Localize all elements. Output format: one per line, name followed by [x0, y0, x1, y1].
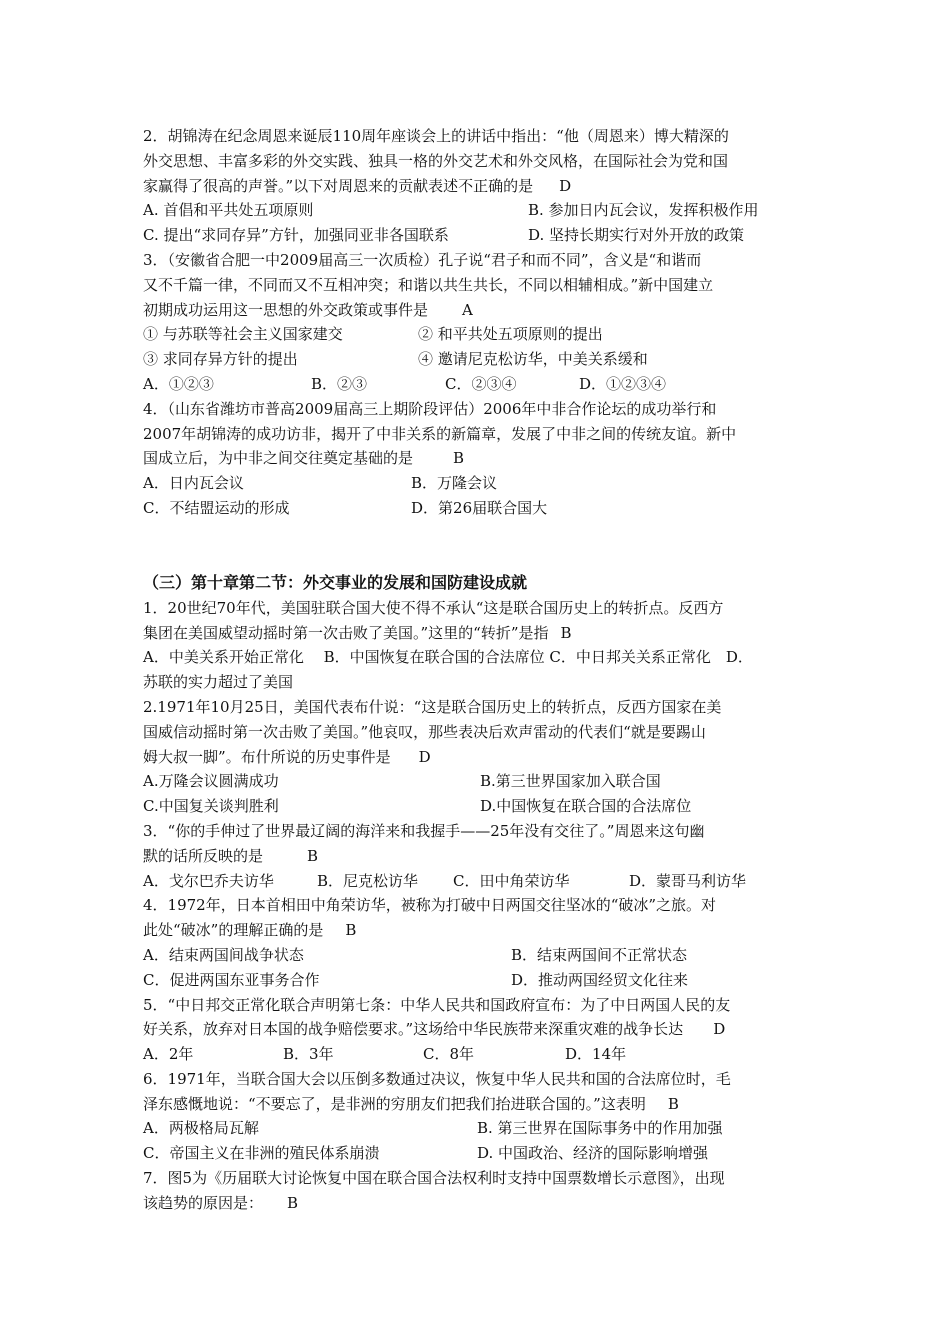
q3-option-b: B．②③: [311, 374, 368, 393]
s2-answer: D: [418, 747, 431, 766]
s4-line-1: 4．1972年，日本首相田中角荣访华，被称为打破中日两国交往坚冰的“破冰”之旅。对: [143, 896, 717, 915]
s1-options-tail: 苏联的实力超过了美国: [143, 673, 294, 692]
q2-option-d: D. 坚持长期实行对外开放的政策: [528, 226, 745, 245]
s5-option-b: B．3年: [283, 1045, 334, 1064]
s3-answer: B: [307, 846, 319, 865]
q3-line-1: 3．（安徽省合肥一中2009届高三一次质检）孔子说“君子和而不同”，含义是“和谐而: [143, 250, 702, 269]
q4-line-2: 2007年胡锦涛的成功访非，揭开了中非关系的新篇章，发展了中非之间的传统友谊。新中: [143, 424, 737, 443]
s4-option-d: D．推动两国经贸文化往来: [511, 970, 689, 989]
s4-option-c: C．促进两国东亚事务合作: [143, 970, 320, 989]
s6-line-1: 6．1971年，当联合国大会以压倒多数通过决议，恢复中华人民共和国的合法席位时，毛: [143, 1069, 731, 1088]
q2-line-3: [143, 174, 813, 199]
q2-option-c: C. 提出“求同存异”方针，加强同亚非各国联系: [143, 226, 449, 245]
q3-line-2: 又不千篇一律，不同而又不互相冲突；和谐以共生共长，不同以相辅相成。”新中国建立: [143, 275, 714, 294]
s3-line-2: [143, 844, 813, 869]
q3-options-row: [143, 372, 813, 397]
q3-item-4: ④ 邀请尼克松访华，中美关系缓和: [418, 350, 648, 369]
q3-stem-end: 初期成功运用这一思想的外交政策或事件是: [143, 300, 429, 319]
s5-options-row: [143, 1042, 813, 1067]
s4-options-row-2: [143, 968, 813, 993]
s3-stem-end: 默的话所反映的是: [143, 846, 264, 865]
q2-line-2: 外交思想、丰富多彩的外交实践、独具一格的外交艺术和外交风格，在国际社会为党和国: [143, 151, 729, 170]
q2-answer: D: [559, 176, 572, 195]
s6-stem-end: 泽东感慨地说：“不要忘了，是非洲的穷朋友们把我们抬进联合国的。”这表明: [143, 1094, 646, 1113]
s2-option-a: A.万隆会议圆满成功: [143, 772, 279, 791]
q4-options-row-1: [143, 471, 813, 496]
s7-stem-end: 该趋势的原因是：: [143, 1193, 264, 1212]
s4-options-row-1: [143, 943, 813, 968]
s2-stem-end: 姆大叔一脚”。布什所说的历史事件是: [143, 747, 391, 766]
s2-line-3: [143, 745, 813, 770]
q4-option-c: C．不结盟运动的形成: [143, 498, 290, 517]
section-spacer: [143, 521, 813, 570]
s2-option-d: D.中国恢复在联合国的合法席位: [480, 797, 692, 816]
s5-answer: D: [713, 1020, 726, 1039]
s3-option-a: A．戈尔巴乔夫访华: [143, 871, 274, 890]
s2-line-2: 国威信动摇时第一次击败了美国。”他哀叹，那些表决后欢声雷动的代表们“就是要踢山: [143, 722, 706, 741]
q2-options-row-2: [143, 223, 813, 248]
s5-line-1: 5．“中日邦交正常化联合声明第七条：中华人民共和国政府宣布：为了中日两国人民的友: [143, 995, 731, 1014]
s3-option-c: C．田中角荣访华: [453, 871, 570, 890]
q3-option-d: D．①②③④: [579, 374, 667, 393]
q3-items-row-2: [143, 347, 813, 372]
s4-stem-end: 此处“破冰”的理解正确的是: [143, 921, 324, 940]
s1-options-line: A．中美关系开始正常化 B．中国恢复在联合国的合法席位 C．中日邦关关系正常化 D．: [143, 648, 753, 667]
s6-options-row-2: [143, 1141, 813, 1166]
s4-option-b: B．结束两国间不正常状态: [511, 945, 688, 964]
s2-options-row-1: [143, 769, 813, 794]
q4-stem-end: 国成立后，为中非之间交往奠定基础的是: [143, 449, 414, 468]
s4-answer: B: [345, 921, 357, 940]
s6-line-2: [143, 1092, 813, 1117]
q3-answer: A: [462, 300, 473, 319]
s5-option-d: D．14年: [565, 1045, 627, 1064]
s1-stem-end: 集团在美国威望动摇时第一次击败了美国。”这里的“转折”是指: [143, 623, 549, 642]
s6-option-c: C．帝国主义在非洲的殖民体系崩溃: [143, 1144, 380, 1163]
s2-line-1: 2.1971年10月25日，美国代表布什说：“这是联合国历史上的转折点，反西方国家在美: [143, 697, 722, 716]
s6-answer: B: [667, 1094, 679, 1113]
q2-line-1: 2．胡锦涛在纪念周恩来诞辰110周年座谈会上的讲话中指出：“他（周恩来）博大精深的: [143, 127, 729, 145]
s4-option-a: A．结束两国间战争状态: [143, 945, 304, 964]
q3-item-1: ① 与苏联等社会主义国家建交: [143, 325, 343, 344]
q4-answer: B: [453, 449, 465, 468]
q2-option-a: A. 首倡和平共处五项原则: [143, 201, 314, 220]
q3-line-3: [143, 298, 813, 323]
s5-stem-end: 好关系，放弃对日本国的战争赔偿要求。”这场给中华民族带来深重灾难的战争长达: [143, 1020, 684, 1039]
q3-option-c: C．②③④: [445, 374, 517, 393]
s7-line-2: [143, 1191, 813, 1216]
q4-option-a: A．日内瓦会议: [143, 474, 244, 493]
q2-options-row-1: [143, 198, 813, 223]
s5-option-a: A．2年: [143, 1045, 194, 1064]
s3-option-d: D．蒙哥马利访华: [629, 871, 747, 890]
s3-options-row: [143, 869, 813, 894]
s2-option-c: C.中国复关谈判胜利: [143, 797, 279, 816]
q2-stem-end: 家赢得了很高的声誉。”以下对周恩来的贡献表述不正确的是: [143, 176, 534, 195]
s3-line-1: 3．“你的手伸过了世界最辽阔的海洋来和我握手——25年没有交往了。”周恩来这句幽: [143, 821, 705, 840]
q4-options-row-2: [143, 496, 813, 521]
q4-option-b: B．万隆会议: [411, 474, 498, 493]
s5-option-c: C．8年: [423, 1045, 475, 1064]
q4-option-d: D．第26届联合国大: [411, 498, 548, 517]
section-title: （三）第十章第二节：外交事业的发展和国防建设成就: [143, 572, 528, 592]
s2-option-b: B.第三世界国家加入联合国: [480, 772, 661, 791]
q3-item-3: ③ 求同存异方针的提出: [143, 350, 298, 369]
q2-option-b: B. 参加日内瓦会议，发挥积极作用: [528, 201, 759, 220]
s2-options-row-2: [143, 794, 813, 819]
q4-line-3: [143, 446, 813, 471]
q3-option-a: A．①②③: [143, 374, 214, 393]
q4-line-1: 4．（山东省潍坊市普高2009届高三上期阶段评估）2006年中非合作论坛的成功举行和: [143, 399, 717, 418]
s1-line-2: [143, 621, 813, 646]
s6-option-a: A．两极格局瓦解: [143, 1119, 259, 1138]
q3-items-row-1: [143, 322, 813, 347]
s6-option-d: D. 中国政治、经济的国际影响增强: [477, 1144, 709, 1163]
s1-line-1: 1．20世纪70年代，美国驻联合国大使不得不承认“这是联合国历史上的转折点。反西方: [143, 598, 724, 617]
q3-item-2: ② 和平共处五项原则的提出: [418, 325, 603, 344]
document-body: [143, 124, 813, 1216]
s4-line-2: [143, 918, 813, 943]
s5-line-2: [143, 1017, 813, 1042]
s7-line-1: 7．图5为《历届联大讨论恢复中国在联合国合法权利时支持中国票数增长示意图》，出现: [143, 1169, 725, 1188]
s6-option-b: B. 第三世界在国际事务中的作用加强: [477, 1119, 723, 1138]
s1-answer: B: [560, 623, 572, 642]
s7-answer: B: [287, 1193, 299, 1212]
s6-options-row-1: [143, 1116, 813, 1141]
s3-option-b: B．尼克松访华: [317, 871, 419, 890]
